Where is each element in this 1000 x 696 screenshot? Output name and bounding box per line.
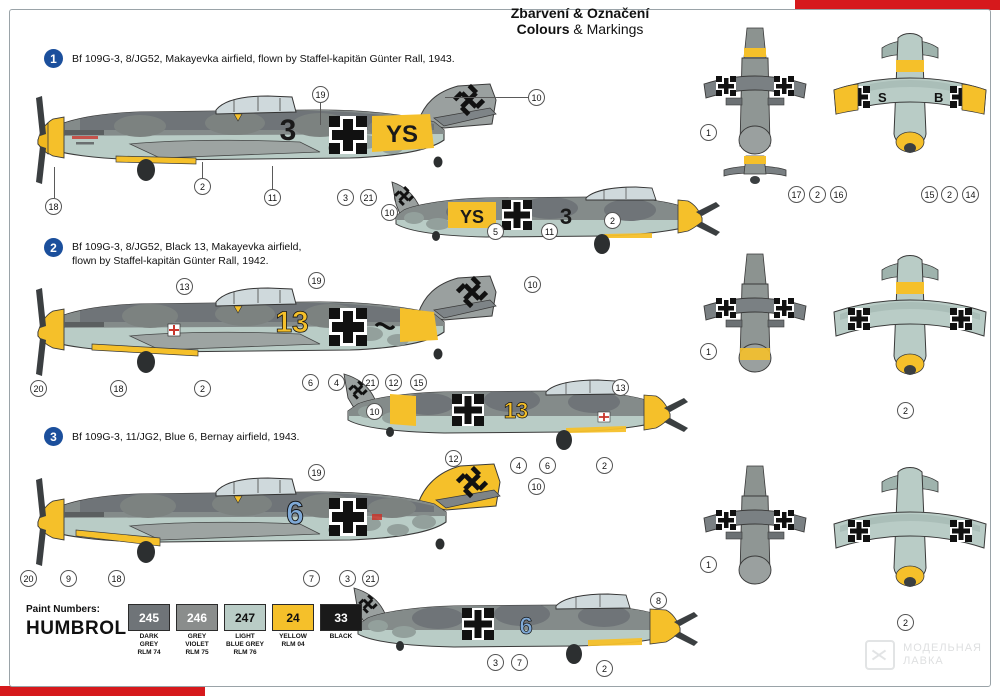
callout-19: 19 xyxy=(308,464,325,481)
callout-7: 7 xyxy=(511,654,528,671)
leader-line xyxy=(445,97,529,98)
scheme-3-number: 3 xyxy=(44,427,63,446)
paint-chip-code: 24 xyxy=(272,604,314,631)
scheme-1-number: 1 xyxy=(44,49,63,68)
paint-chip-name-line1: BLACK xyxy=(329,633,353,640)
callout-8: 8 xyxy=(650,592,667,609)
scheme-2-opposite-profile xyxy=(340,368,700,458)
callout-1: 1 xyxy=(700,343,717,360)
scheme-3-side-profile xyxy=(20,458,530,588)
paint-numbers-title: Paint Numbers: xyxy=(26,604,100,615)
paint-chip xyxy=(176,604,218,657)
svg-text:YS: YS xyxy=(459,207,485,227)
paint-chip-name-line1: LIGHT xyxy=(235,633,255,640)
callout-2: 2 xyxy=(596,457,613,474)
callout-2: 2 xyxy=(194,178,211,195)
callout-15: 15 xyxy=(410,374,427,391)
callout-10: 10 xyxy=(524,276,541,293)
svg-text:YS: YS xyxy=(385,121,419,148)
callout-18: 18 xyxy=(45,198,62,215)
scheme-3-front-view xyxy=(700,462,810,622)
callout-4: 4 xyxy=(328,374,345,391)
callout-9: 9 xyxy=(60,570,77,587)
red-accent-bar-bottom-left xyxy=(0,686,205,696)
callout-20: 20 xyxy=(30,380,47,397)
callout-11: 11 xyxy=(541,223,558,240)
callout-2: 2 xyxy=(604,212,621,229)
paint-chip-name xyxy=(320,633,362,641)
callout-2: 2 xyxy=(596,660,613,677)
paint-chip-name-line2: VIOLET xyxy=(185,641,209,649)
svg-text:6: 6 xyxy=(519,613,533,640)
leader-line xyxy=(272,166,273,189)
svg-text:B: B xyxy=(934,90,944,105)
callout-3: 3 xyxy=(487,654,504,671)
scheme-1-caption: Bf 109G-3, 8/JG52, Makayevka airfield, flown by Staffel-kapitän Günter Rall, 1943. xyxy=(72,53,455,65)
scheme-1-opposite-profile xyxy=(390,178,720,258)
paint-chip-name-line1: GREY xyxy=(187,633,207,640)
scheme-2-caption-line-2: flown by Staffel-kapitän Günter Rall, 1942. xyxy=(72,255,269,268)
callout-2: 2 xyxy=(194,380,211,397)
paint-chip xyxy=(272,604,314,657)
paint-chip-name-line2: GREY xyxy=(139,641,159,649)
paint-chip xyxy=(320,604,362,657)
callout-3: 3 xyxy=(337,189,354,206)
page-title xyxy=(430,6,730,37)
callout-1: 1 xyxy=(700,124,717,141)
paint-chip-name-line2: BLUE GREY xyxy=(226,641,264,649)
callout-13: 13 xyxy=(176,278,193,295)
callout-21: 21 xyxy=(362,570,379,587)
paint-chip-code: 245 xyxy=(128,604,170,631)
callout-5: 5 xyxy=(487,223,504,240)
callout-21: 21 xyxy=(362,374,379,391)
callout-4: 4 xyxy=(510,457,527,474)
paint-chip-name xyxy=(128,633,170,657)
paint-brand: HUMBROL xyxy=(26,618,127,639)
callout-17: 17 xyxy=(788,186,805,203)
leader-line xyxy=(54,167,55,198)
watermark-logo-icon xyxy=(865,640,895,670)
scheme-1-front-view xyxy=(700,24,810,204)
scheme-2-number: 2 xyxy=(44,238,63,257)
paint-chip-name-line3: RLM 76 xyxy=(233,649,257,657)
paint-chip-name-line3: RLM 74 xyxy=(137,649,161,657)
callout-10: 10 xyxy=(528,478,545,495)
leader-line xyxy=(202,162,203,179)
paint-chip-name-line2: RLM 04 xyxy=(281,641,305,649)
callout-12: 12 xyxy=(445,450,462,467)
callout-10: 10 xyxy=(366,403,383,420)
callout-11: 11 xyxy=(264,189,281,206)
callout-2: 2 xyxy=(897,402,914,419)
watermark-line1: МОДЕЛЬНАЯ xyxy=(903,642,982,655)
callout-2: 2 xyxy=(941,186,958,203)
paint-chip-code: 247 xyxy=(224,604,266,631)
paint-numbers-block xyxy=(26,604,127,640)
paint-chip-name-line1: YELLOW xyxy=(279,633,307,640)
scheme-1-plan-view xyxy=(830,24,990,204)
watermark xyxy=(865,640,982,670)
callout-20: 20 xyxy=(20,570,37,587)
callout-7: 7 xyxy=(303,570,320,587)
title-english: Colours & Markings xyxy=(516,20,644,37)
svg-text:6: 6 xyxy=(286,495,304,531)
callout-6: 6 xyxy=(539,457,556,474)
callout-12: 12 xyxy=(385,374,402,391)
paint-chip-name xyxy=(176,633,218,657)
svg-text:13: 13 xyxy=(503,398,529,423)
scheme-2-front-view xyxy=(700,250,810,410)
paint-chip-name-line1: DARK xyxy=(139,633,159,640)
paint-chip-name xyxy=(272,633,314,649)
callout-19: 19 xyxy=(312,86,329,103)
paint-chip xyxy=(224,604,266,657)
callout-1: 1 xyxy=(700,556,717,573)
callout-19: 19 xyxy=(308,272,325,289)
title-czech: Zbarvení & Označení xyxy=(510,5,650,21)
paint-chip xyxy=(128,604,170,657)
callout-10: 10 xyxy=(381,204,398,221)
scheme-3-plan-view xyxy=(830,462,990,632)
callout-2: 2 xyxy=(897,614,914,631)
watermark-text xyxy=(903,642,982,667)
callout-2: 2 xyxy=(809,186,826,203)
callout-14: 14 xyxy=(962,186,979,203)
paint-chip-row xyxy=(128,604,362,657)
scheme-2-plan-view xyxy=(830,250,990,420)
svg-text:3: 3 xyxy=(279,114,297,147)
callout-13: 13 xyxy=(612,379,629,396)
callout-21: 21 xyxy=(360,189,377,206)
callout-18: 18 xyxy=(108,570,125,587)
watermark-line2: ЛАВКА xyxy=(903,655,944,667)
leader-line xyxy=(320,103,321,125)
paint-chip-name-line3: RLM 75 xyxy=(185,649,209,657)
scheme-3-caption: Bf 109G-3, 11/JG2, Blue 6, Bernay airfield, 1943. xyxy=(72,431,300,443)
svg-text:3: 3 xyxy=(559,204,573,229)
callout-3: 3 xyxy=(339,570,356,587)
callout-6: 6 xyxy=(302,374,319,391)
callout-10: 10 xyxy=(528,89,545,106)
svg-text:13: 13 xyxy=(275,306,309,339)
scheme-2-caption xyxy=(72,240,372,268)
paint-chip-name xyxy=(224,633,266,657)
paint-chip-code: 246 xyxy=(176,604,218,631)
callout-15: 15 xyxy=(921,186,938,203)
paint-chip-code: 33 xyxy=(320,604,362,631)
callout-18: 18 xyxy=(110,380,127,397)
svg-text:S: S xyxy=(878,90,887,105)
callout-16: 16 xyxy=(830,186,847,203)
scheme-2-caption-line-1: Bf 109G-3, 8/JG52, Black 13, Makayevka airfield, xyxy=(72,241,302,253)
